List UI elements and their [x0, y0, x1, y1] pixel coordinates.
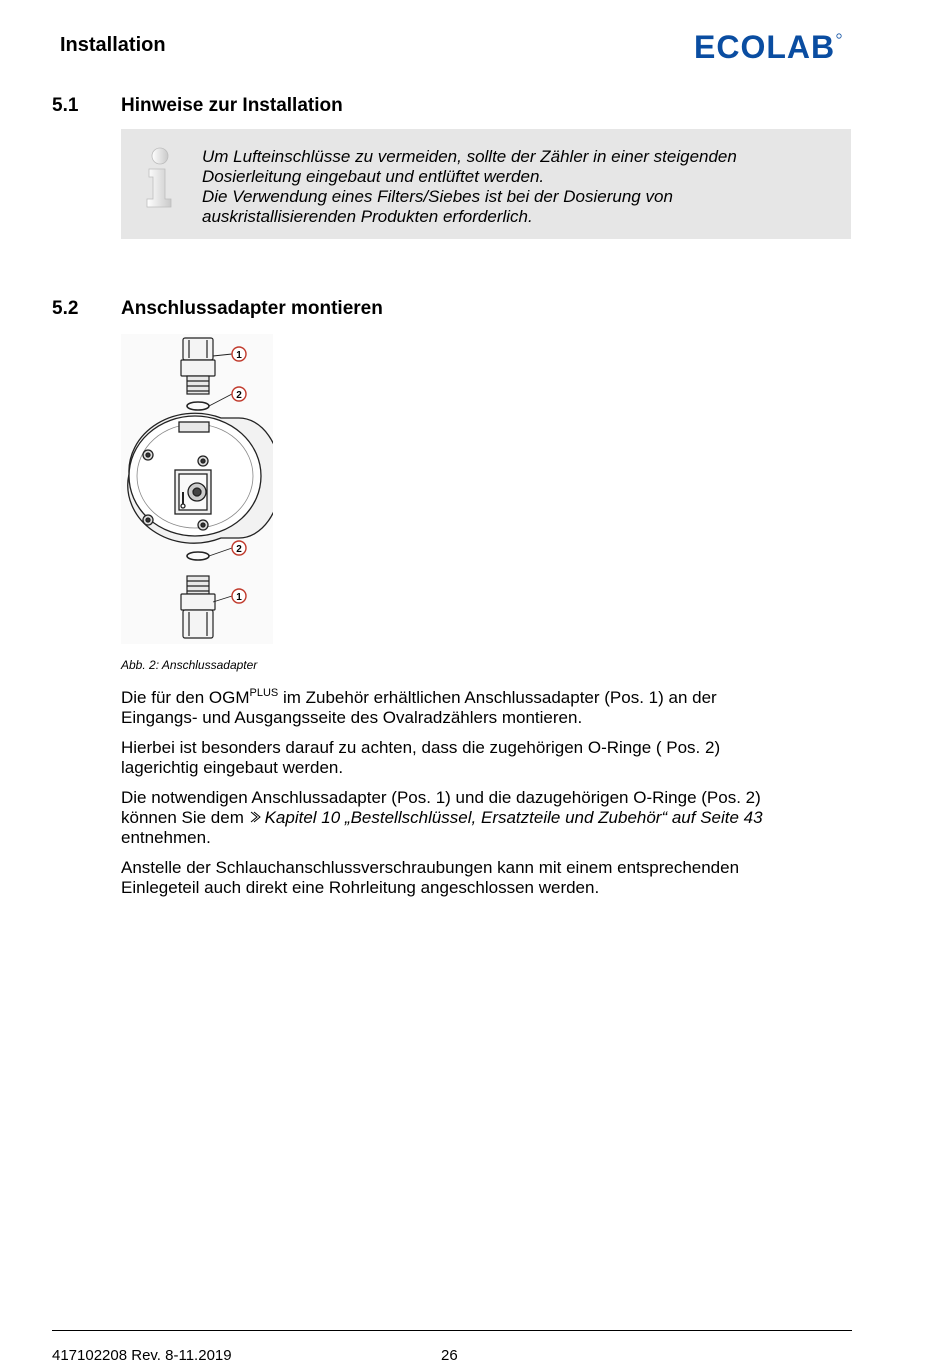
paragraph-1: [121, 688, 861, 728]
callout-2-top: [232, 387, 246, 401]
info-note-text: [202, 147, 832, 227]
section-number: 5.2: [52, 298, 79, 319]
paragraph-line: entnehmen.: [121, 828, 211, 847]
superscript: PLUS: [249, 687, 279, 699]
callout-label: 1: [236, 592, 242, 603]
paragraph-line: Die notwendigen Anschlussadapter (Pos. 1) und die dazugehörigen O-Ringe (Pos. 2): [121, 788, 761, 807]
note-line: Dosierleitung eingebaut und entlüftet werden.: [202, 167, 545, 186]
info-note-box: [121, 129, 851, 239]
section-number: 5.1: [52, 95, 79, 116]
callout-1-top: [232, 347, 246, 361]
callout-2-bottom: [232, 541, 246, 555]
cross-reference-icon: [249, 810, 261, 824]
paragraph-line: lagerichtig eingebaut werden.: [121, 758, 344, 777]
adapter-figure: [121, 334, 273, 644]
info-icon: [143, 147, 177, 209]
page-header-title: Installation: [60, 34, 166, 56]
paragraph-line: [121, 808, 861, 828]
paragraph-3: [121, 788, 861, 848]
section-title: Hinweise zur Installation: [121, 95, 343, 116]
meter-body: [128, 413, 273, 543]
callout-label: 2: [236, 544, 242, 555]
section-title: Anschlussadapter montieren: [121, 298, 383, 319]
logo-text: ECOLAB: [694, 29, 836, 62]
callout-1-bottom: [232, 589, 246, 603]
document-revision: 417102208 Rev. 8-11.2019: [52, 1347, 232, 1364]
paragraph-line: [121, 688, 861, 708]
note-line: Die Verwendung eines Filters/Siebes ist bei der Dosierung von: [202, 187, 673, 206]
ecolab-logo: [694, 28, 842, 62]
chapter-cross-reference-link[interactable]: Kapitel 10 „Bestellschlüssel, Ersatzteile und Zubehör“ auf Seite 43: [264, 808, 763, 827]
text-span: im Zubehör erhältlichen Anschlussadapter (Pos. 1) an der: [278, 688, 717, 707]
paragraph-4: [121, 858, 861, 898]
figure-caption: Abb. 2: Anschlussadapter: [121, 658, 258, 672]
paragraph-line: Eingangs- und Ausgangsseite des Ovalradzählers montieren.: [121, 708, 583, 727]
callout-label: 1: [236, 350, 242, 361]
text-span: können Sie dem: [121, 808, 249, 827]
paragraph-line: Hierbei ist besonders darauf zu achten, dass die zugehörigen O-Ringe ( Pos. 2): [121, 738, 721, 757]
paragraph-2: [121, 738, 861, 778]
page-number: 26: [441, 1347, 458, 1364]
note-line: Um Lufteinschlüsse zu vermeiden, sollte der Zähler in einer steigenden: [202, 147, 737, 166]
callout-label: 2: [236, 390, 242, 401]
paragraph-line: Einlegeteil auch direkt eine Rohrleitung angeschlossen werden.: [121, 878, 600, 897]
text-span: Die für den OGM: [121, 688, 250, 707]
note-line: auskristallisierenden Produkten erforderlich.: [202, 207, 533, 226]
footer-rule: [52, 1330, 852, 1331]
paragraph-line: Anstelle der Schlauchanschlussverschraubungen kann mit einem entsprechenden: [121, 858, 740, 877]
